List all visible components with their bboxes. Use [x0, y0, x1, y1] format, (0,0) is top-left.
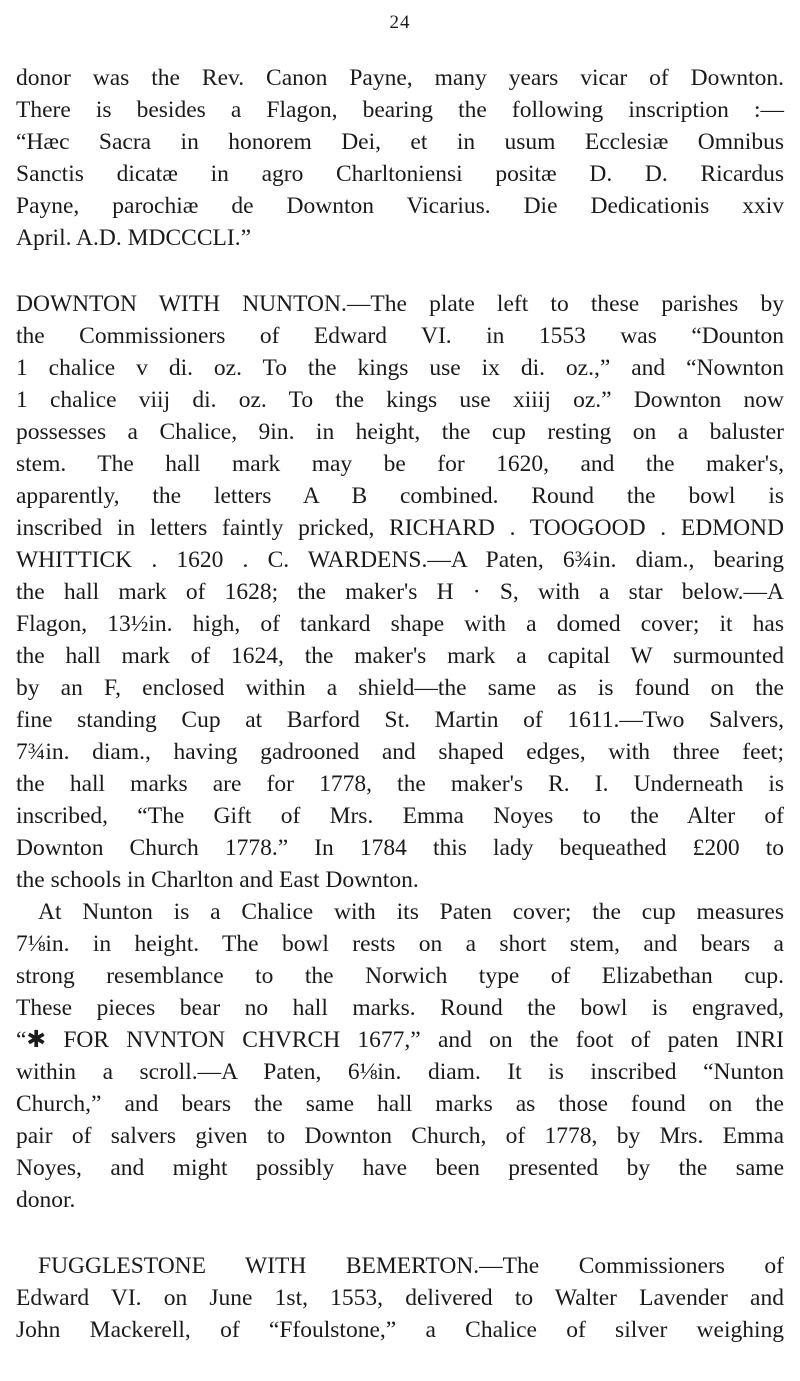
text-line: inscribed in letters faintly pricked, RICHARD . TOOGOOD . EDMOND	[16, 515, 784, 541]
text-line: WHITTICK . 1620 . C. WARDENS.—A Paten, 6¾in. diam., bearing	[16, 547, 784, 573]
text-line: Payne, parochiæ de Downton Vicarius. Die Dedicationis xxiv	[16, 193, 784, 219]
text-line: 7⅛in. in height. The bowl rests on a short stem, and bears a	[16, 931, 784, 957]
page-number: 24	[389, 12, 411, 33]
text-line: “Hæc Sacra in honorem Dei, et in usum Ecclesiæ Omnibus	[16, 129, 784, 155]
text-line: fine standing Cup at Barford St. Martin of 1611.—Two Salvers,	[16, 707, 784, 733]
text-line: the Commissioners of Edward VI. in 1553 was “Dounton	[16, 323, 784, 349]
text-line: the hall mark of 1628; the maker's H · S, with a star below.—A	[16, 579, 784, 605]
text-line: April. A.D. MDCCCLI.”	[16, 225, 251, 251]
text-line: DOWNTON WITH NUNTON.—The plate left to these parishes by	[16, 291, 784, 317]
text-line: donor was the Rev. Canon Payne, many years vicar of Downton.	[16, 65, 784, 91]
text-line: 7¾in. diam., having gadrooned and shaped edges, with three feet;	[16, 739, 784, 765]
text-line: “✱ FOR NVNTON CHVRCH 1677,” and on the foot of paten INRI	[16, 1027, 784, 1053]
text-line: At Nunton is a Chalice with its Paten cover; the cup measures	[38, 899, 784, 925]
paragraph-downton-with-nunton	[16, 288, 784, 896]
page-body	[16, 62, 784, 1346]
text-line: 1 chalice v di. oz. To the kings use ix di. oz.,” and “Nownton	[16, 355, 784, 381]
text-line: These pieces bear no hall marks. Round the bowl is engraved,	[16, 995, 784, 1021]
paragraph-fugglestone-with-bemerton	[16, 1250, 784, 1346]
text-line: the hall marks are for 1778, the maker's R. I. Underneath is	[16, 771, 784, 797]
paragraph-gap	[16, 254, 784, 288]
text-line: donor.	[16, 1187, 76, 1213]
paragraph-canon-payne-flagon	[16, 62, 784, 254]
text-line: Church,” and bears the same hall marks as those found on the	[16, 1091, 784, 1117]
text-line: Noyes, and might possibly have been presented by the same	[16, 1155, 784, 1181]
text-line: the schools in Charlton and East Downton.	[16, 867, 419, 893]
text-line: Downton Church 1778.” In 1784 this lady bequeathed £200 to	[16, 835, 784, 861]
text-line: apparently, the letters A B combined. Round the bowl is	[16, 483, 784, 509]
text-line: Flagon, 13½in. high, of tankard shape with a domed cover; it has	[16, 611, 784, 637]
text-line: FUGGLESTONE WITH BEMERTON.—The Commissioners of	[38, 1253, 784, 1279]
text-line: There is besides a Flagon, bearing the following inscription :—	[16, 97, 784, 123]
text-line: stem. The hall mark may be for 1620, and the maker's,	[16, 451, 784, 477]
text-line: pair of salvers given to Downton Church, of 1778, by Mrs. Emma	[16, 1123, 784, 1149]
text-line: inscribed, “The Gift of Mrs. Emma Noyes to the Alter of	[16, 803, 784, 829]
text-line: possesses a Chalice, 9in. in height, the cup resting on a baluster	[16, 419, 784, 445]
text-line: the hall mark of 1624, the maker's mark a capital W surmounted	[16, 643, 784, 669]
paragraph-nunton-chalice	[16, 896, 784, 1216]
text-line: Edward VI. on June 1st, 1553, delivered to Walter Lavender and	[16, 1285, 784, 1311]
text-line: John Mackerell, of “Ffoulstone,” a Chalice of silver weighing	[16, 1317, 784, 1343]
paragraph-gap	[16, 1216, 784, 1250]
text-line: 1 chalice viij di. oz. To the kings use xiiij oz.” Downton now	[16, 387, 784, 413]
text-line: by an F, enclosed within a shield—the same as is found on the	[16, 675, 784, 701]
text-line: within a scroll.—A Paten, 6⅛in. diam. It is inscribed “Nunton	[16, 1059, 784, 1085]
text-line: strong resemblance to the Norwich type of Elizabethan cup.	[16, 963, 784, 989]
text-line: Sanctis dicatæ in agro Charltoniensi positæ D. D. Ricardus	[16, 161, 784, 187]
